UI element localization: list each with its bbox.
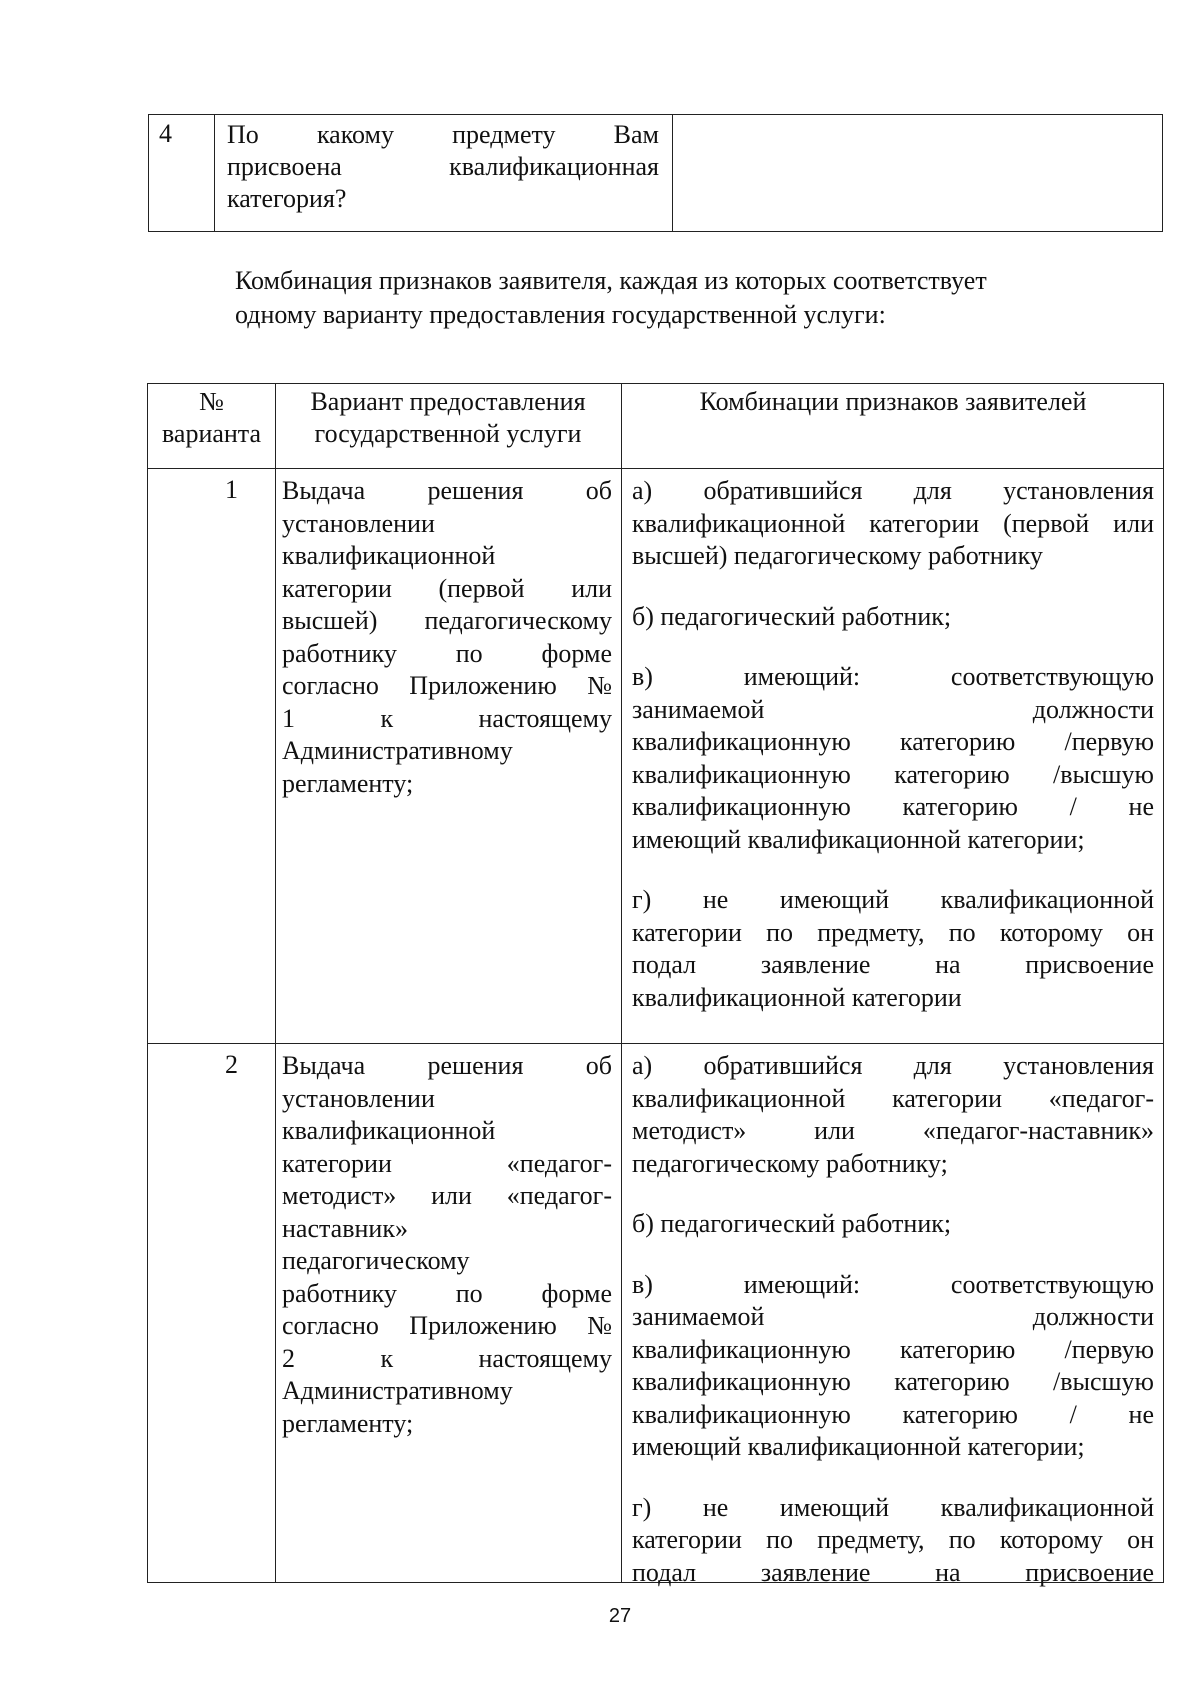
combo-line: квалификационную категорию /высшую bbox=[632, 1367, 1154, 1396]
variant-text bbox=[282, 475, 612, 800]
combo-text bbox=[632, 475, 1154, 1014]
variant-text bbox=[282, 1050, 612, 1440]
intro-line: Комбинация признаков заявителя, каждая из которых соответствует bbox=[235, 266, 987, 295]
combo-line: категории по предмету, по которому он bbox=[632, 1525, 1154, 1554]
header-divider bbox=[148, 468, 1163, 469]
combo-line: квалификационную категорию / не bbox=[632, 1399, 1154, 1429]
header-combo: Комбинации признаков заявителей bbox=[699, 387, 1087, 416]
combo-line: квалификационную категорию /высшую bbox=[632, 759, 1154, 789]
variant-line: работнику по форме bbox=[282, 1278, 612, 1308]
question-line: По какому предмету Вам bbox=[227, 120, 659, 149]
combo-line: квалификационной категории «педагог- bbox=[632, 1083, 1154, 1113]
variant-line: высшей) педагогическому bbox=[282, 606, 612, 635]
combo-line: методист» или «педагог-наставник» bbox=[632, 1116, 1154, 1145]
header-variant-line: государственной услуги bbox=[314, 419, 582, 448]
combo-line: квалификационной категории (первой или bbox=[632, 508, 1154, 538]
question-line: присвоена квалификационная bbox=[227, 152, 659, 181]
combo-line: в) имеющий: соответствующую bbox=[632, 662, 1154, 691]
combo-line: б) педагогический работник; bbox=[632, 601, 952, 631]
combo-text bbox=[632, 1050, 1154, 1589]
variant-line: работнику по форме bbox=[282, 638, 612, 668]
column-divider bbox=[275, 384, 276, 1582]
variant-line: Административному bbox=[282, 1376, 513, 1405]
variant-line: квалификационной bbox=[282, 1116, 496, 1145]
paragraph-gap bbox=[632, 1180, 1154, 1208]
combo-line: подал заявление на присвоение bbox=[632, 1557, 1154, 1587]
intro-paragraph bbox=[235, 264, 1075, 332]
variant-line: методист» или «педагог- bbox=[282, 1181, 612, 1210]
question-table bbox=[148, 114, 1163, 232]
combo-line: квалификационную категорию /первую bbox=[632, 1334, 1154, 1364]
variant-line: 1 к настоящему bbox=[282, 703, 612, 733]
combo-line: а) обратившийся для установления bbox=[632, 476, 1154, 505]
combo-line: квалификационную категорию / не bbox=[632, 792, 1154, 821]
combo-line: занимаемой должности bbox=[632, 1302, 1154, 1331]
combo-line: подал заявление на присвоение bbox=[632, 950, 1154, 979]
header-number-line: № bbox=[199, 387, 224, 416]
combo-line: квалификационной категории bbox=[632, 982, 962, 1012]
combo-line: категории по предмету, по которому он bbox=[632, 917, 1154, 947]
question-text bbox=[227, 119, 659, 215]
combo-line: г) не имеющий квалификационной bbox=[632, 885, 1154, 914]
question-number: 4 bbox=[159, 119, 172, 148]
variant-line: Административному bbox=[282, 736, 513, 765]
variant-line: регламенту; bbox=[282, 768, 414, 798]
variant-line: педагогическому bbox=[282, 1246, 470, 1275]
variant-line: квалификационной bbox=[282, 541, 496, 570]
variant-line: Выдача решения об bbox=[282, 476, 612, 505]
question-text-cell bbox=[215, 115, 673, 231]
header-number bbox=[148, 386, 275, 450]
combo-line: занимаемой должности bbox=[632, 694, 1154, 724]
header-variant-line: Вариант предоставления bbox=[310, 387, 586, 416]
intro-line: одному варианту предоставления государственной услуги: bbox=[235, 300, 886, 329]
variant-line: установлении bbox=[282, 508, 435, 538]
row-divider bbox=[148, 1043, 1163, 1044]
variant-line: регламенту; bbox=[282, 1408, 414, 1438]
paragraph-gap bbox=[632, 1241, 1154, 1269]
variant-line: согласно Приложению № bbox=[282, 1311, 612, 1340]
combo-line: б) педагогический работник; bbox=[632, 1209, 952, 1238]
variant-line: категории (первой или bbox=[282, 573, 612, 603]
variant-line: категории «педагог- bbox=[282, 1148, 612, 1178]
combo-line: а) обратившийся для установления bbox=[632, 1051, 1154, 1080]
combo-line: высшей) педагогическому работнику bbox=[632, 541, 1043, 570]
variant-line: установлении bbox=[282, 1083, 435, 1113]
row-number: 2 bbox=[225, 1050, 238, 1079]
combo-line: имеющий квалификационной категории; bbox=[632, 1432, 1085, 1461]
combo-line: в) имеющий: соответствующую bbox=[632, 1269, 1154, 1299]
paragraph-gap bbox=[632, 1464, 1154, 1492]
column-divider bbox=[621, 384, 622, 1582]
combo-line: квалификационную категорию /первую bbox=[632, 727, 1154, 756]
question-number-cell bbox=[149, 115, 215, 231]
variants-table bbox=[147, 383, 1164, 1587]
variant-line: 2 к настоящему bbox=[282, 1343, 612, 1373]
header-variant bbox=[275, 386, 621, 450]
question-line: категория? bbox=[227, 184, 347, 213]
variant-line: согласно Приложению № bbox=[282, 671, 612, 700]
variant-line: наставник» bbox=[282, 1213, 408, 1243]
answer-cell bbox=[673, 115, 1162, 231]
paragraph-gap bbox=[632, 856, 1154, 884]
combo-line: педагогическому работнику; bbox=[632, 1148, 948, 1178]
row-number: 1 bbox=[225, 475, 238, 504]
header-number-line: варианта bbox=[161, 419, 262, 448]
combo-line: г) не имеющий квалификационной bbox=[632, 1492, 1154, 1522]
variant-line: Выдача решения об bbox=[282, 1051, 612, 1080]
page-number: 27 bbox=[608, 1605, 632, 1627]
paragraph-gap bbox=[632, 573, 1154, 601]
paragraph-gap bbox=[632, 633, 1154, 661]
combo-line: имеющий квалификационной категории; bbox=[632, 824, 1085, 854]
